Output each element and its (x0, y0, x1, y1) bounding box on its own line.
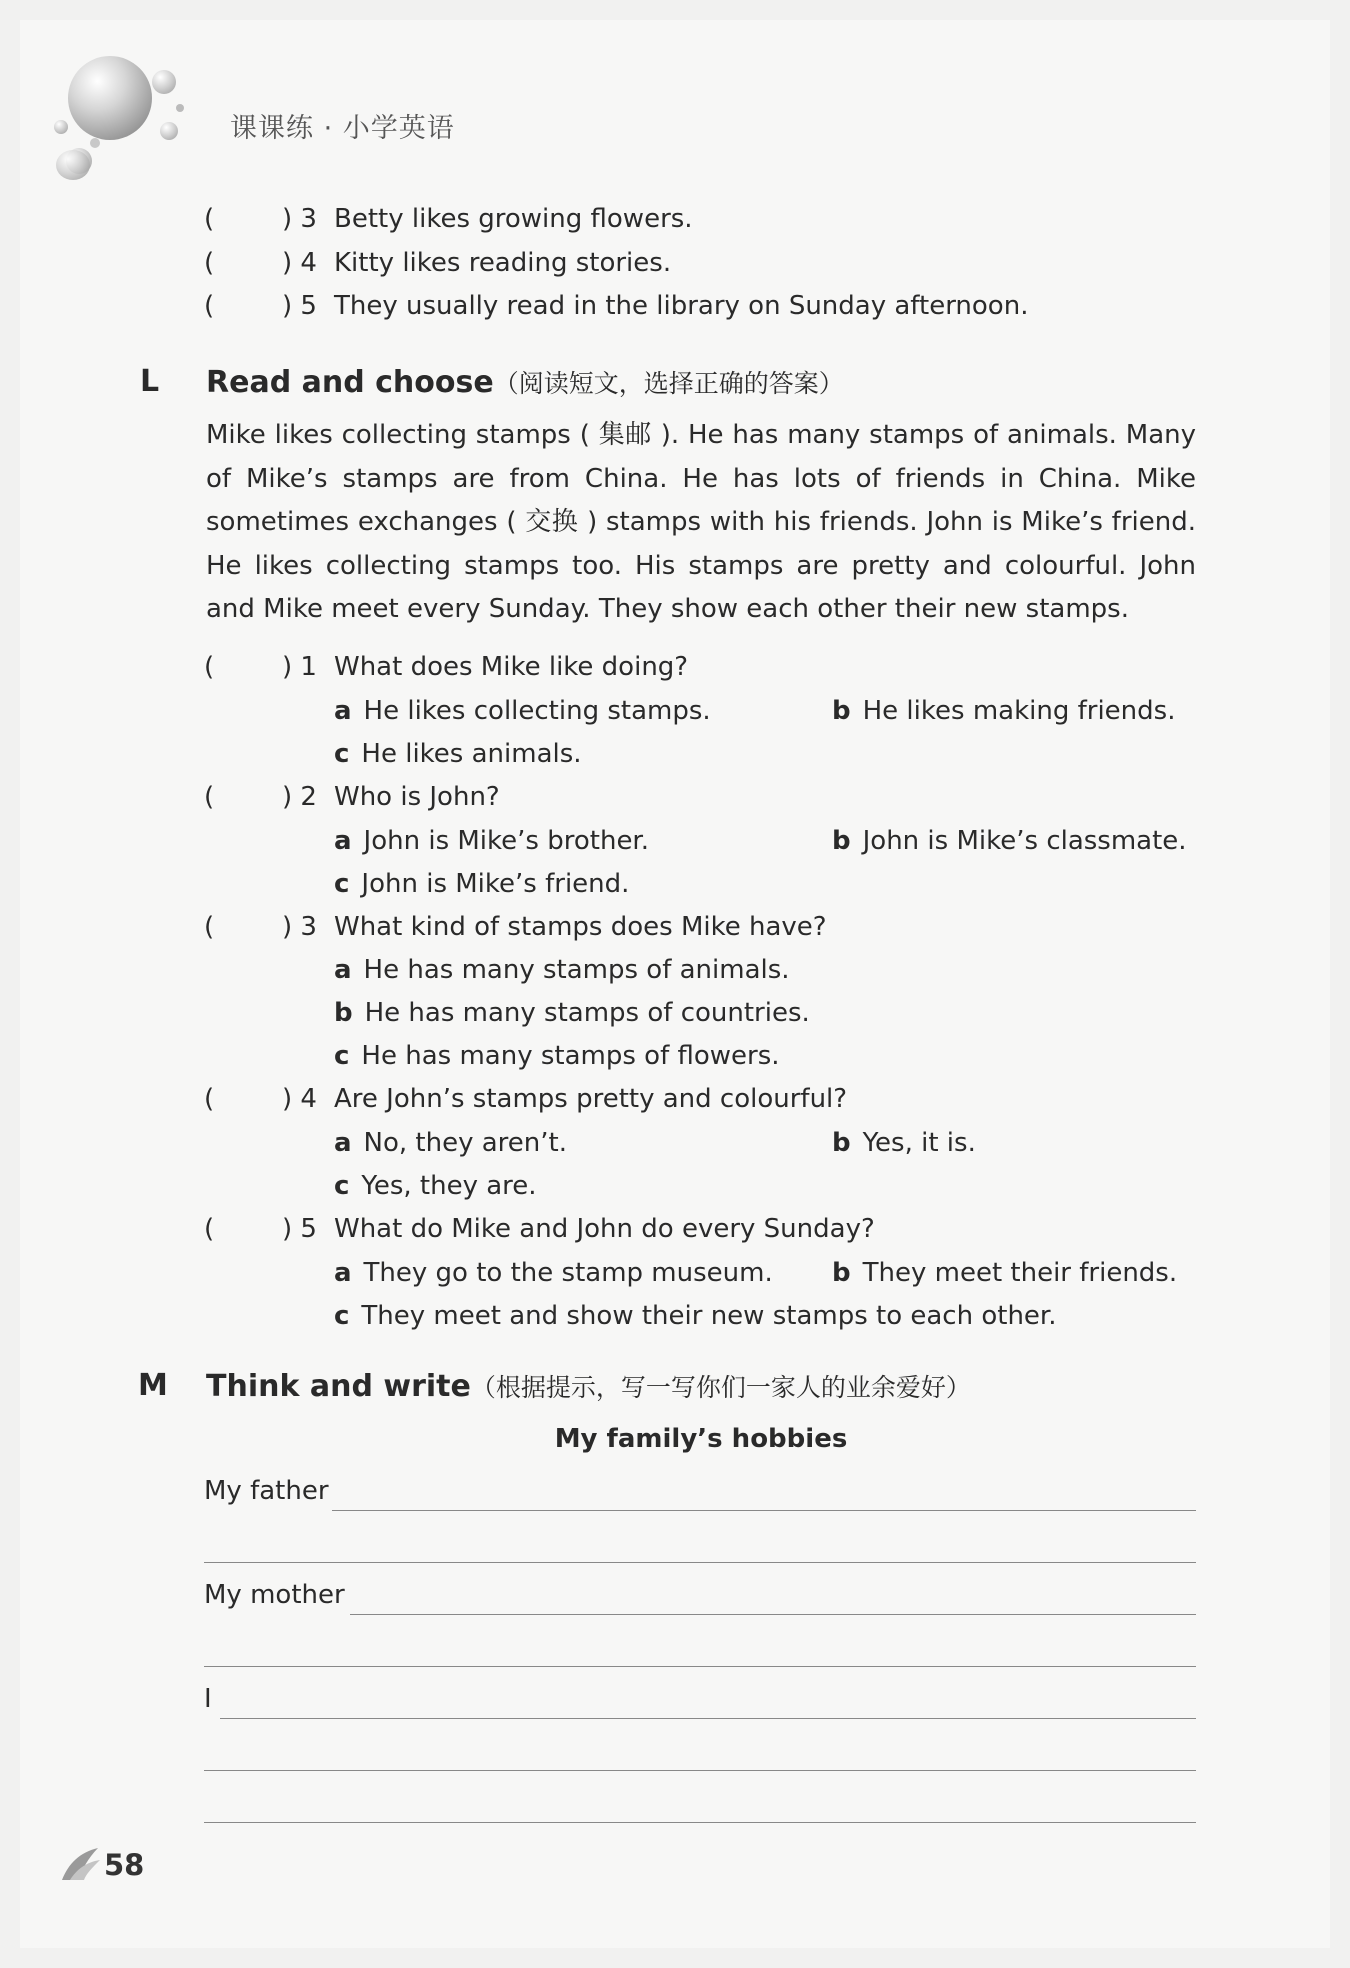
option-c: c Yes, they are. (334, 1171, 537, 1201)
writing-line[interactable] (350, 1614, 1196, 1615)
answer-paren-open: ( (204, 912, 215, 942)
question-text: Are John’s stamps pretty and colourful? (334, 1084, 848, 1114)
answer-paren-open: ( (204, 1084, 215, 1114)
section-m-title (206, 1368, 971, 1404)
answer-paren-open: ( (204, 782, 215, 812)
answer-paren-close: ) 5 (282, 291, 317, 321)
answer-paren-close: ) 3 (282, 204, 317, 234)
book-title: 课课练 · 小学英语 (230, 113, 455, 144)
question-text: Kitty likes reading stories. (334, 248, 672, 278)
writing-line[interactable] (204, 1562, 1196, 1563)
option-a: a They go to the stamp museum. (334, 1258, 773, 1288)
writing-line[interactable] (204, 1822, 1196, 1823)
option-a: a John is Mike’s brother. (334, 826, 650, 856)
question-text: Betty likes growing flowers. (334, 204, 693, 234)
option-c: c They meet and show their new stamps to each other. (334, 1301, 1057, 1331)
section-l-subtitle: （阅读短文，选择正确的答案） (493, 369, 844, 398)
page-number: 58 (104, 1848, 145, 1882)
answer-paren-close: ) 1 (282, 652, 317, 682)
option-a: a He likes collecting stamps. (334, 696, 711, 726)
section-m-title-en: Think and write (206, 1369, 471, 1404)
answer-paren-open: ( (204, 291, 215, 321)
answer-paren-open: ( (204, 248, 215, 278)
option-b: b They meet their friends. (832, 1258, 1178, 1288)
answer-paren-close: ) 4 (282, 1084, 317, 1114)
answer-paren-close: ) 3 (282, 912, 317, 942)
section-letter-m: M (138, 1368, 168, 1403)
answer-paren-close: ) 5 (282, 1214, 317, 1244)
question-text: Who is John? (334, 782, 500, 812)
section-l-title-en: Read and choose (206, 365, 494, 400)
option-c: c He has many stamps of flowers. (334, 1041, 780, 1071)
question-text: What does Mike like doing? (334, 652, 689, 682)
question-text: What do Mike and John do every Sunday? (334, 1214, 875, 1244)
prompt-i: I (204, 1684, 212, 1714)
option-b: b He likes making friends. (832, 696, 1176, 726)
answer-paren-open: ( (204, 652, 215, 682)
writing-line[interactable] (204, 1770, 1196, 1771)
option-a: a No, they aren’t. (334, 1128, 568, 1158)
answer-paren-open: ( (204, 204, 215, 234)
option-b: b John is Mike’s classmate. (832, 826, 1187, 856)
writing-title: My family’s hobbies (554, 1424, 848, 1454)
writing-line[interactable] (220, 1718, 1196, 1719)
writing-line[interactable] (204, 1666, 1196, 1667)
section-m-subtitle: （根据提示，写一写你们一家人的业余爱好） (470, 1373, 971, 1402)
option-b: b Yes, it is. (832, 1128, 976, 1158)
question-text: What kind of stamps does Mike have? (334, 912, 827, 942)
option-b: b He has many stamps of countries. (334, 998, 810, 1028)
option-c: c John is Mike’s friend. (334, 869, 630, 899)
section-letter-l: L (140, 364, 160, 399)
answer-paren-open: ( (204, 1214, 215, 1244)
reading-passage: Mike likes collecting stamps ( 集邮 ). He has many stamps of animals. Many of Mike’s stamps are from China. He has lots of friends in China. Mike sometimes exchanges ( 交换 ) stamps with his friends. John is Mike’s friend. He likes collecting stamps too. His stamps are pretty and colourful. John and Mike meet every Sunday. They show each other their new stamps. (206, 420, 1196, 624)
prompt-my-mother: My mother (204, 1580, 345, 1610)
answer-paren-close: ) 4 (282, 248, 317, 278)
prompt-my-father: My father (204, 1476, 329, 1506)
option-c: c He likes animals. (334, 739, 582, 769)
question-text: They usually read in the library on Sunday afternoon. (334, 291, 1029, 321)
writing-line[interactable] (332, 1510, 1196, 1511)
option-a: a He has many stamps of animals. (334, 955, 790, 985)
section-l-title (206, 364, 844, 400)
leaf-icon (58, 1844, 102, 1884)
answer-paren-close: ) 2 (282, 782, 317, 812)
